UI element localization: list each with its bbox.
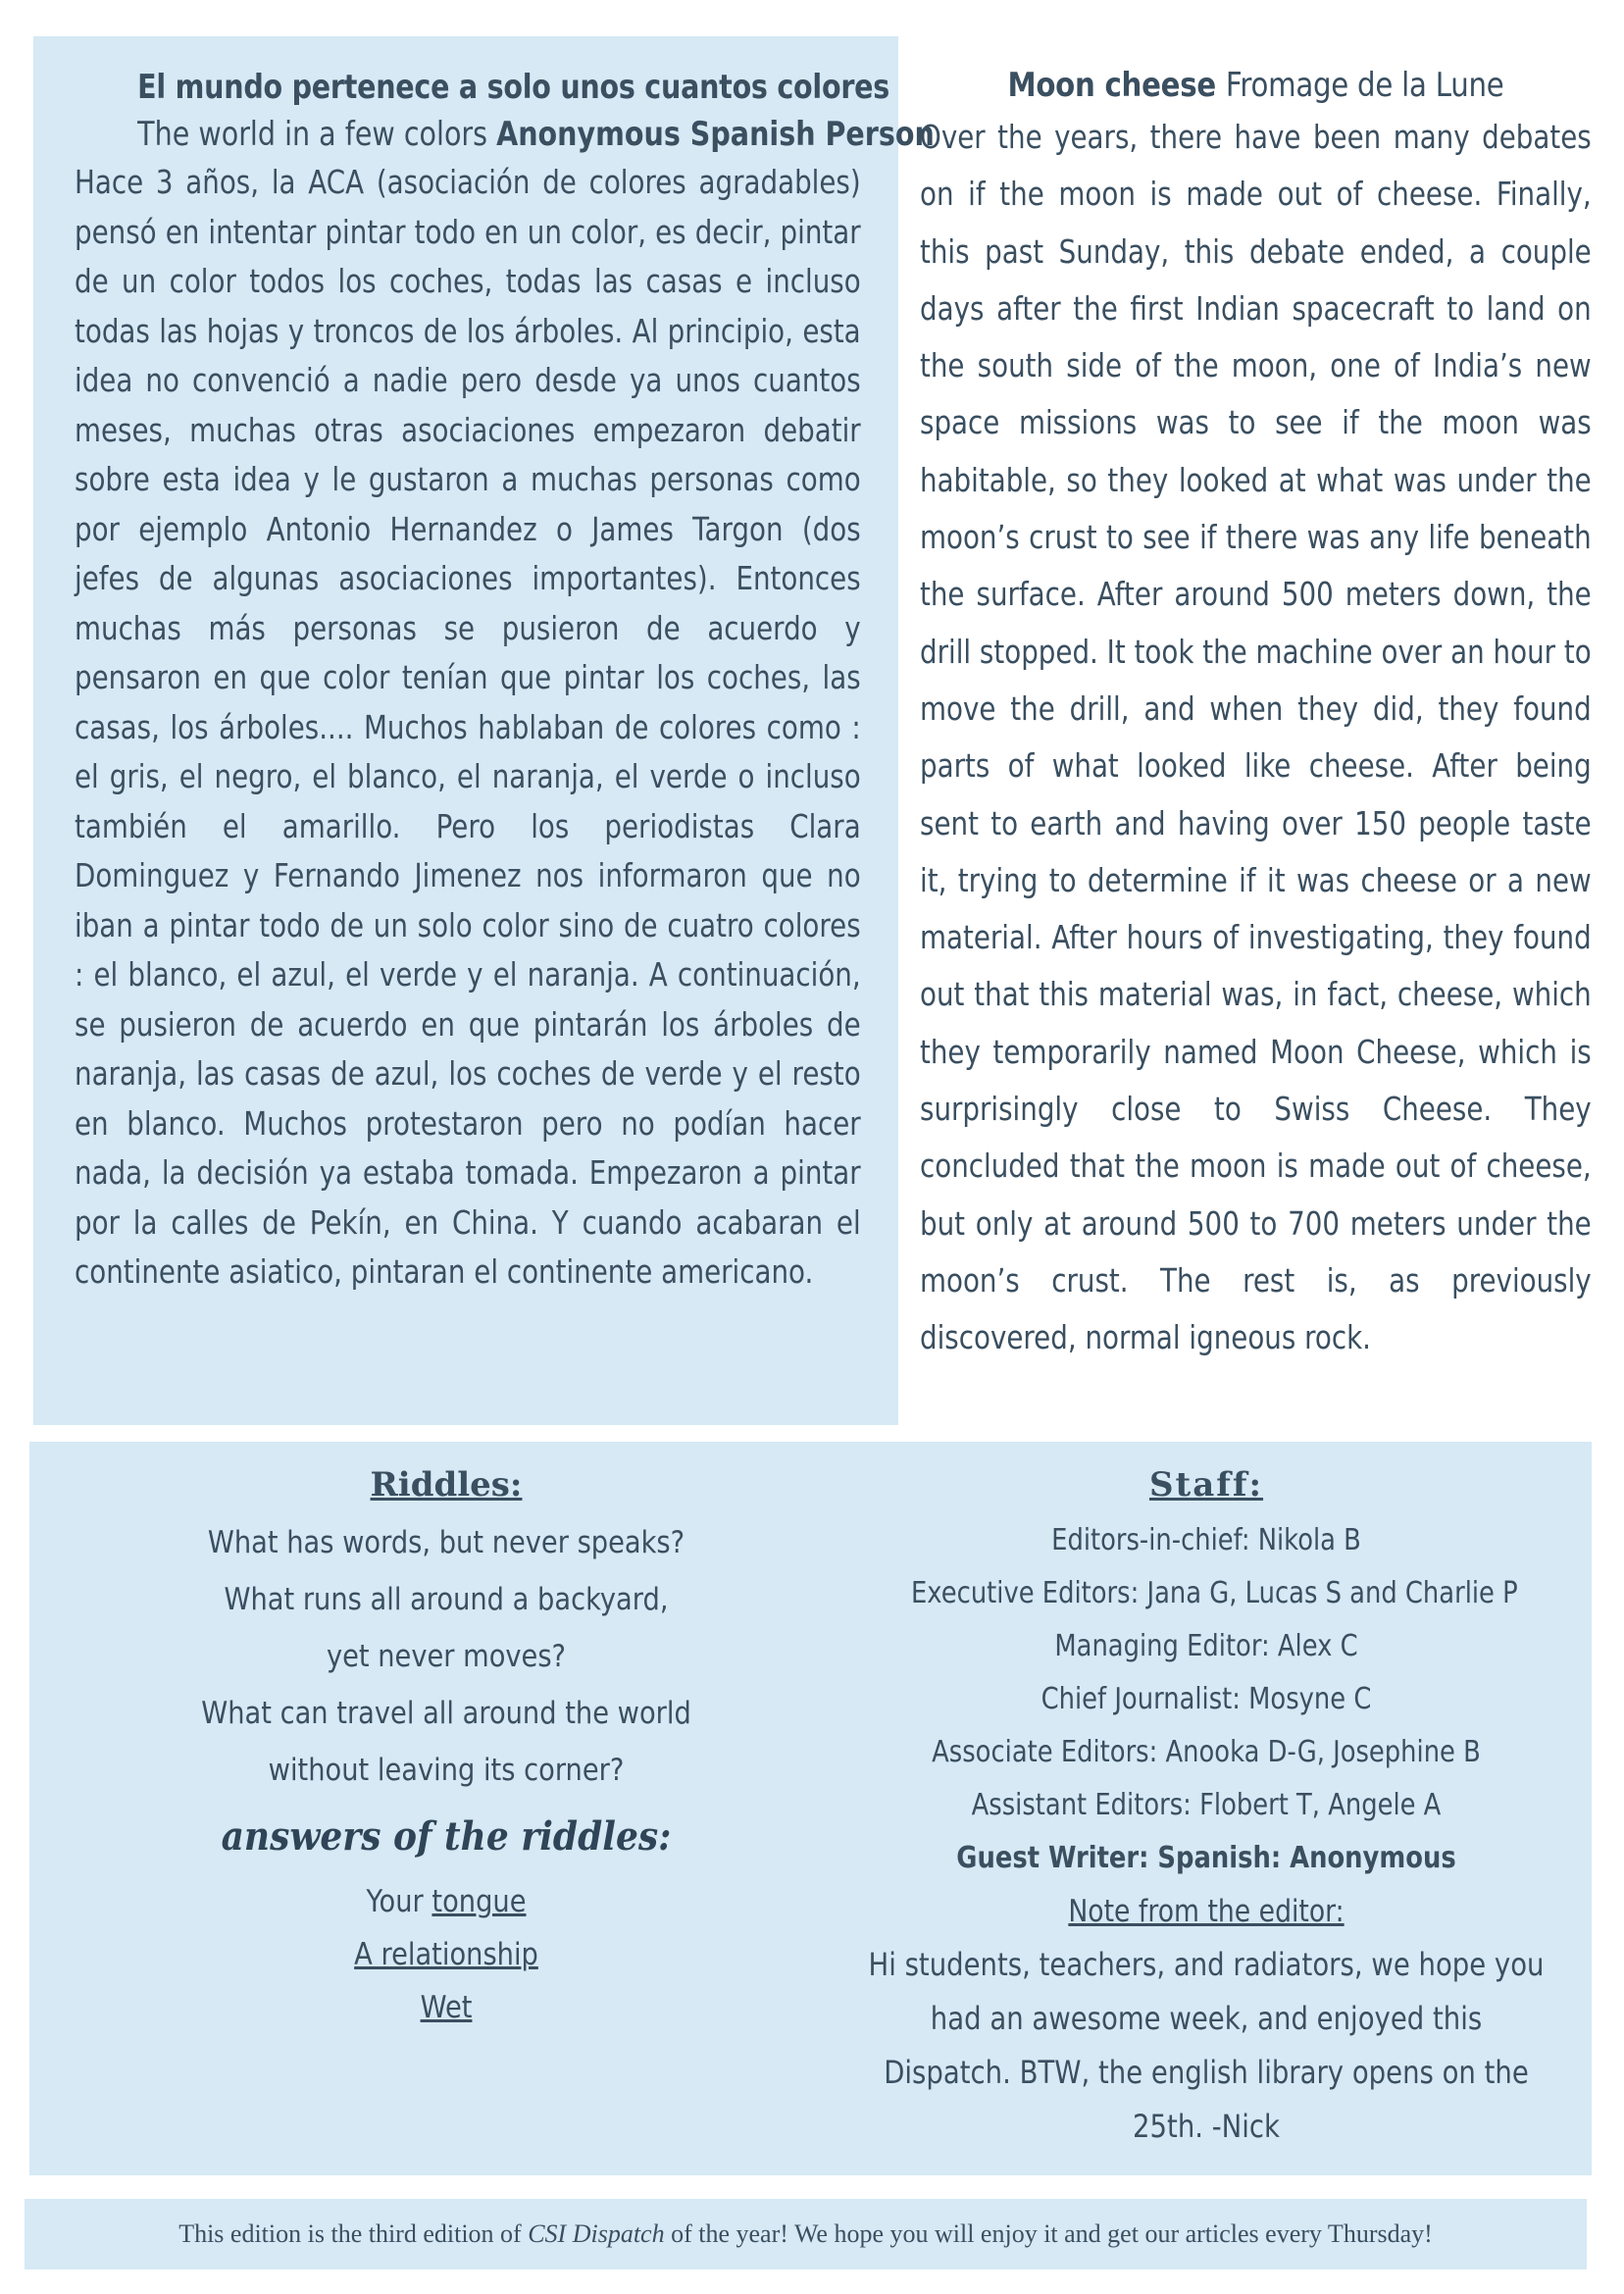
moon-article [920,36,1592,1425]
footer [25,2199,1587,2269]
spanish-article-title: El mundo pertenece a solo unos cuantos colores [137,68,890,107]
riddle-question-3: What can travel all around the world without leaving its corner? [201,1696,691,1788]
answers-title: answers of the riddles: [221,1813,672,1860]
spanish-article-subtitle: The world in a few colors [137,115,488,154]
guest-writer: Guest Writer: Spanish: Anonymous [956,1841,1456,1875]
staff-line: Associate Editors: Anooka D-G, Josephine B [932,1735,1481,1769]
moon-article-title: Moon cheese [1007,66,1216,105]
riddles-section [78,1455,814,2034]
footer-before: This edition is the third edition of [178,2219,522,2248]
staff-line: Editors-in-chief: Nikola B [1051,1523,1361,1557]
editor-note-title: Note from the editor: [1068,1894,1345,1929]
riddles-staff-panel [29,1442,1592,2175]
spanish-article [33,36,935,1425]
answer-1 [123,1875,770,1928]
publication-name: CSI Dispatch [528,2219,665,2248]
riddle-question-2: What runs all around a backyard, yet never moves? [224,1582,669,1674]
footer-text [178,2219,1433,2249]
staff-line: Assistant Editors: Flobert T, Angele A [971,1788,1442,1822]
riddles-title: Riddles: [370,1465,523,1504]
riddle-question-1: What has words, but never speaks? [207,1525,685,1560]
moon-article-heading [967,62,1545,109]
staff-section [863,1455,1549,2154]
staff-line: Managing Editor: Alex C [1054,1629,1358,1663]
staff-title: Staff: [1148,1465,1264,1504]
answer-2: A relationship [354,1937,538,1972]
moon-article-subtitle: Fromage de la Lune [1225,66,1504,105]
answer-1-prefix: Your [366,1884,424,1919]
editor-note: Hi students, teachers, and radiators, we hope you had an awesome week, and enjoyed this Dispatch. BTW, the english library opens on the 25th. -Nick [868,1946,1545,2145]
staff-line: Chief Journalist: Mosyne C [1040,1682,1372,1716]
staff-line: Executive Editors: Jana G, Lucas S and Charlie P [911,1576,1518,1610]
spanish-article-byline [137,111,935,158]
spanish-article-author: Anonymous Spanish Person [496,115,935,154]
answer-1-word: tongue [431,1884,527,1919]
footer-after: of the year! We hope you will enjoy it and get our articles every Thursday! [671,2219,1433,2248]
spanish-article-body: Hace 3 años, la ACA (asociación de colores agradables) pensó en intentar pintar todo en un color, es decir, pintar de un color todos los coches, todas las casas e incluso todas las hojas y troncos de los árboles. Al principio, esta idea no convenció a nadie pero desde ya unos cuantos meses, muchas otras asociaciones empezaron debatir sobre esta idea y le gustaron a muchas personas como por ejemplo Antonio Hernandez o James Targon (dos jefes de algunas asociaciones importantes). Entonces muchas más personas se pusieron de acuerdo y pensaron en que color tenían que pintar los coches, las casas, los árboles.... Muchos hablaban de colores como : el gris, el negro, el blanco, el naranja, el verde o incluso también el amarillo. Pero los periodistas Clara Dominguez y Fernando Jimenez nos informaron que no iban a pintar todo de un solo color sino de cuatro colores : el blanco, el azul, el verde y el naranja. A continuación, se pusieron de acuerdo en que pintarán los árboles de naranja, las casas de azul, los coches de verde y el resto en blanco. Muchos protestaron pero no podían hacer nada, la decisión ya estaba tomada. Empezaron a pintar por la calles de Pekín, en China. Y cuando acabaran el continente asiatico, pintaran el continente americano. [75,163,861,1291]
moon-article-body: Over the years, there have been many debates on if the moon is made out of cheese. Finally, this past Sunday, this debate ended, a couple days after the first Indian spacecraft to land on the south side of the moon, one of India’s new space missions was to see if the moon was habitable, so they looked at what was under the moon’s crust to see if there was any life beneath the surface. After around 500 meters down, the drill stopped. It took the machine over an hour to move the drill, and when they did, they found parts of what looked like cheese. After being sent to earth and having over 150 people taste it, trying to determine if it was cheese or a new material. After hours of investigating, they found out that this material was, in fact, cheese, which they temporarily named Moon Cheese, which is surprisingly close to Swiss Cheese. They concluded that the moon is made out of cheese, but only at around 500 to 700 meters under the moon’s crust. The rest is, as previously discovered, normal igneous rock. [920,118,1592,1357]
answer-3: Wet [420,1990,473,2025]
